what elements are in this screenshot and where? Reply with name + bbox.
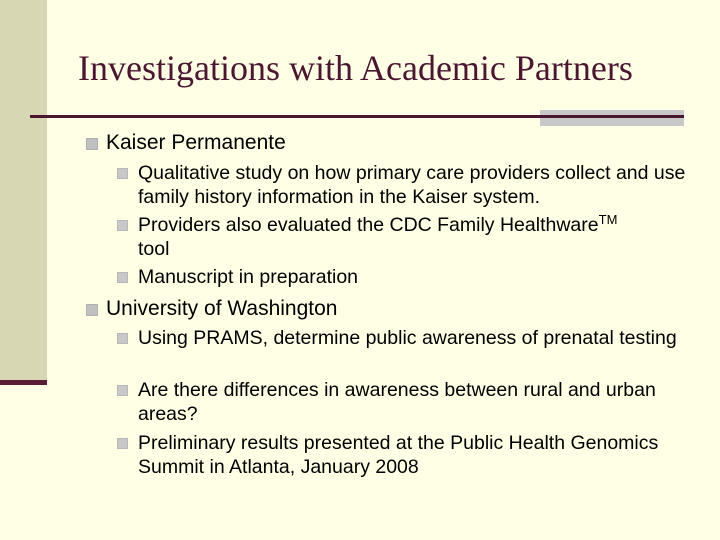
healthware-text: Providers also evaluated the CDC Family Healthware: [138, 214, 599, 236]
title-underline-accent: [540, 110, 684, 126]
section-bullet-square-icon: [86, 304, 98, 316]
bullet-kaiser-healthware: [138, 213, 698, 261]
sub-bullet-square-icon: [117, 385, 128, 396]
bullet-uw-rural-urban: Are there differences in awareness between rural and urban areas?: [138, 379, 656, 425]
sub-bullet-square-icon: [117, 168, 128, 179]
sub-bullet-square-icon: [117, 220, 128, 231]
bullet-uw-preliminary-results: Preliminary results presented at the Public Health Genomics Summit in Atlanta, January 2008: [138, 432, 659, 478]
left-decorative-strip: [0, 0, 47, 380]
healthware-tail: tool: [138, 238, 170, 260]
section-heading-kaiser: Kaiser Permanente: [106, 131, 286, 154]
sub-bullet-square-icon: [117, 272, 128, 283]
sub-bullet-square-icon: [117, 438, 128, 449]
bullet-kaiser-manuscript: Manuscript in preparation: [138, 266, 359, 288]
bullet-kaiser-qualitative-study: Qualitative study on how primary care providers collect and use family history information in the Kaiser system.: [138, 162, 686, 208]
section-bullet-square-icon: [86, 138, 98, 150]
left-accent-line: [0, 380, 47, 385]
slide-title: Investigations with Academic Partners: [78, 48, 633, 88]
trademark-mark: TM: [598, 212, 618, 227]
sub-bullet-square-icon: [117, 333, 128, 344]
section-heading-uw: University of Washington: [106, 297, 338, 320]
bullet-uw-prams: Using PRAMS, determine public awareness of prenatal testing: [138, 327, 677, 349]
title-underline: [30, 115, 540, 118]
